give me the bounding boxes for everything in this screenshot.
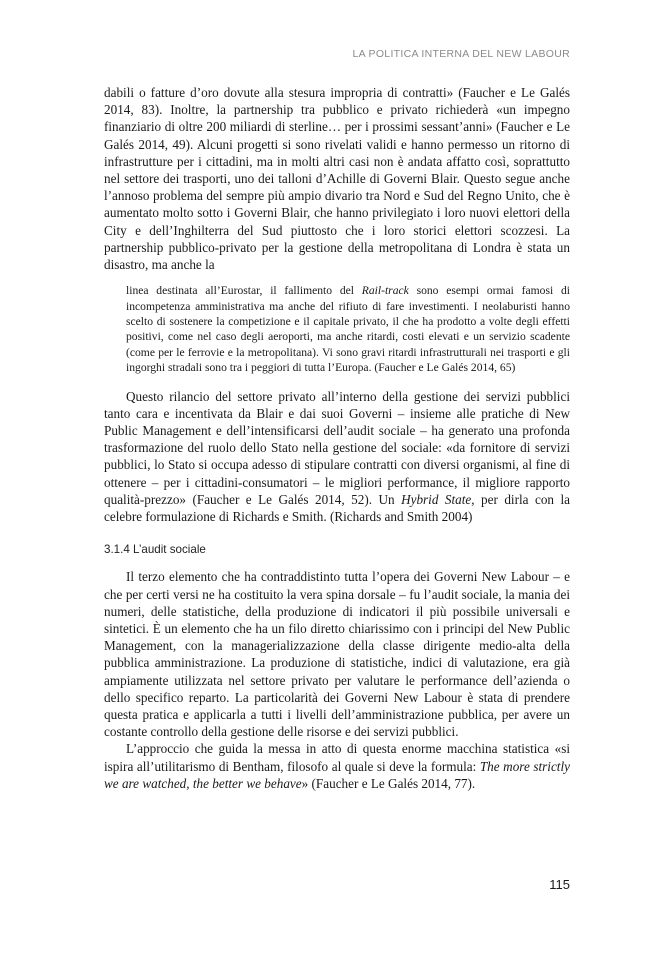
quote-italic-term: Rail-track (361, 284, 409, 298)
paragraph-text-start: L’approccio che guida la messa in atto di questa enorme macchina statistica «si ispira all’utilitarismo di Bentham, filosofo al quale si deve la formula: (104, 741, 570, 774)
page-body (104, 84, 570, 792)
italic-bentham-quote: The more strictly we are watched, the better we behave (104, 758, 570, 791)
paragraph-continuation: dabili o fatture d’oro dovute alla stesura impropria di contratti» (Faucher e Le Galés 2014, 83). Inoltre, la partnership tra pubblico e privato richiederà «un impegno finanziario di oltre 200 miliardi di sterline… per i prossimi sessant’anni» (Faucher e Le Galés 2014, 49). Alcuni progetti si sono rivelati validi e hanno permesso un ritorno di infrastrutture per i cittadini, ma in molti altri casi non è andata affatto così, soprattutto nel settore dei trasporti, uno dei talloni d’Achille di Governi Blair. Questo segue anche l’annoso problema del sempre più ampio divario tra Nord e Sud del Regno Unito, che è aumentato molto sotto i Governi Blair, che hanno privilegiato i loro nuovi elettori della City e dell’Inghilterra del Sud piuttosto che i loro storici elettori scozzesi. La partnership pubblico-privato per la gestione della metropolitana di Londra è stata un disastro, ma anche la (104, 85, 570, 273)
section-heading: 3.1.4 L’audit sociale (104, 543, 206, 557)
page-number: 115 (549, 877, 570, 892)
quote-text-end: sono esempi ormai famosi di incompetenza amministrativa ma anche del rifiuto di fare investimenti. I neolaburisti hanno scelto di sostenere la competizione e il capitale privato, il che ha prodotto a volte degli effetti positivi, come nel caso degli aeroporti, ma anche ritardi, costi elevati e un servizio scadente (come per le ferrovie e la metropolitana). Vi sono gravi ritardi infrastrutturali nei trasporti e gli ingorghi stradali sono tra i peggiori di tutta l’Europa. (Faucher e Le Galés 2014, 65) (126, 284, 570, 375)
block-quotation (126, 283, 570, 375)
paragraph-text-end: » (Faucher e Le Galés 2014, 77). (301, 775, 476, 791)
running-header: LA POLITICA INTERNA DEL NEW LABOUR (352, 48, 570, 60)
paragraph-text-end: , per dirla con la celebre formulazione di Richards e Smith. (Richards and Smith 2004) (104, 491, 570, 525)
quote-text-start: linea destinata all’Eurostar, il fallimento del (126, 284, 362, 298)
paragraph-audit-sociale: Il terzo elemento che ha contraddistinto tutta l’opera dei Governi New Labour – e che per certi versi ne ha costituito la vera spina dorsale – fu l’audit sociale, la mania dei numeri, delle statistiche, della produzione di indicatori il più possibile universali e sintetici. È un elemento che ha un filo diretto chiarissimo con i principi del New Public Management, con la managerializzazione della classe dirigente medio-alta della pubblica amministrazione. La produzione di statistiche, indici di valutazione, era già ampiamente utilizzata nel settore privato per valutare le performance dell’azienda o dello specifico reparto. La particolarità dei Governi New Labour è stata di prendere questa pratica e applicarla a tutti i livelli dell’amministrazione pubblica, per avere un costante controllo della gestione delle risorse e dei servizi pubblici. (104, 569, 570, 740)
paragraph-text-start: Questo rilancio del settore privato all’interno della gestione dei servizi pubblici tanto cara e incentivata da Blair e dai suoi Governi – insieme alle pratiche di New Public Management e dell’intensificarsi dell’audit sociale – ha generato una profonda trasformazione del ruolo dello Stato nella gestione del sociale: «da fornitore di servizi pubblici, lo Stato si occupa adesso di stipulare contratti con diversi organismi, al fine di ottenere – per i cittadini-consumatori – le migliori performance, il migliore rapporto qualità-prezzo» (Faucher e Le Galés 2014, 52). Un (104, 388, 570, 507)
paragraph-bentham (104, 740, 570, 792)
italic-hybrid-state: Hybrid State (401, 491, 472, 507)
paragraph-private-sector (104, 388, 570, 526)
